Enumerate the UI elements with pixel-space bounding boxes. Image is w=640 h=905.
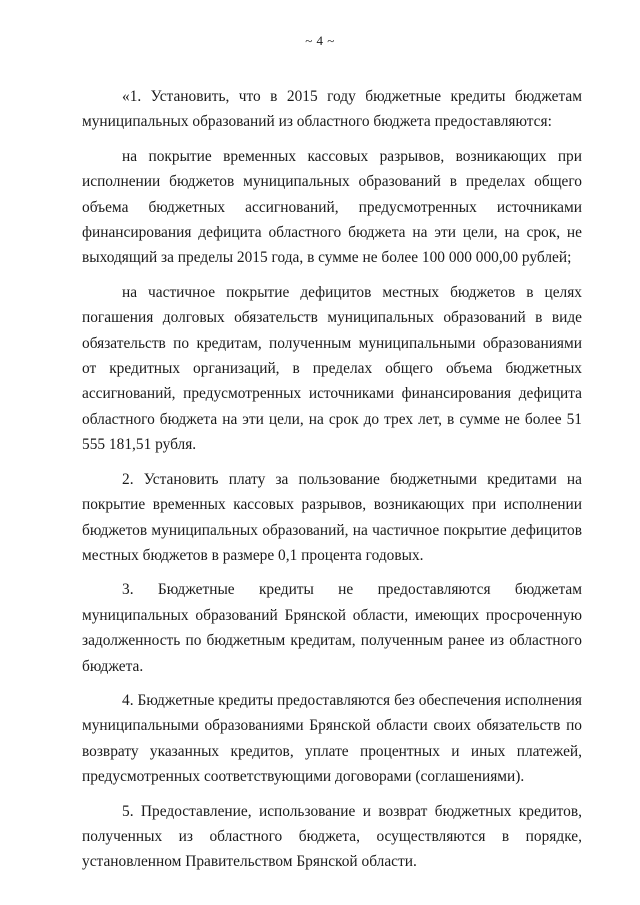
paragraph-4-no-collateral: 4. Бюджетные кредиты предоставляются без обеспечения исполнения муниципальными образованиями Брянской области своих обязательств по возврату указанных кредитов, уплате процентных и иных платежей, предусмотренных соответствующими договорами (соглашениями). bbox=[82, 691, 582, 786]
paragraph-3-restriction: 3. Бюджетные кредиты не предоставляются бюджетам муниципальных образований Брянской области, имеющих просроченную задолженность по бюджетным кредитам, полученным ранее из областного бюджета. bbox=[82, 581, 582, 675]
paragraph-1-deficit-coverage: на частичное покрытие дефицитов местных бюджетов в целях погашения долговых обязательств муниципальных образований в виде обязательств по кредитам, полученным муниципальными образованиями от кредитных организаций, в пределах общего объема бюджетных ассигнований, предусмотренных источниками финансирования дефицита областного бюджета на эти цели, на срок до трех лет, в сумме не более 51 555 181,51 рубля. bbox=[82, 283, 582, 454]
paragraph-1-cash-gaps: на покрытие временных кассовых разрывов, возникающих при исполнении бюджетов муниципальных образований в пределах общего объема бюджетных ассигнований, предусмотренных источниками финансирования дефицита областного бюджета на эти цели, на срок, не выходящий за пределы 2015 года, в сумме не более 100 000 000,00 рублей; bbox=[82, 147, 582, 267]
paragraph-5-procedure: 5. Предоставление, использование и возврат бюджетных кредитов, полученных из областного бюджета, осуществляются в порядке, установленном Правительством Брянской области. bbox=[82, 802, 582, 871]
page-number: ~ 4 ~ bbox=[305, 33, 335, 48]
paragraph-1-intro: «1. Установить, что в 2015 году бюджетные кредиты бюджетам муниципальных образований из областного бюджета предоставляются: bbox=[82, 88, 582, 131]
document-body bbox=[82, 84, 582, 875]
paragraph-2-fee: 2. Установить плату за пользование бюджетными кредитами на покрытие временных кассовых разрывов, возникающих при исполнении бюджетов муниципальных образований, на частичное покрытие дефицитов местных бюджетов в размере 0,1 процента годовых. bbox=[82, 470, 582, 564]
